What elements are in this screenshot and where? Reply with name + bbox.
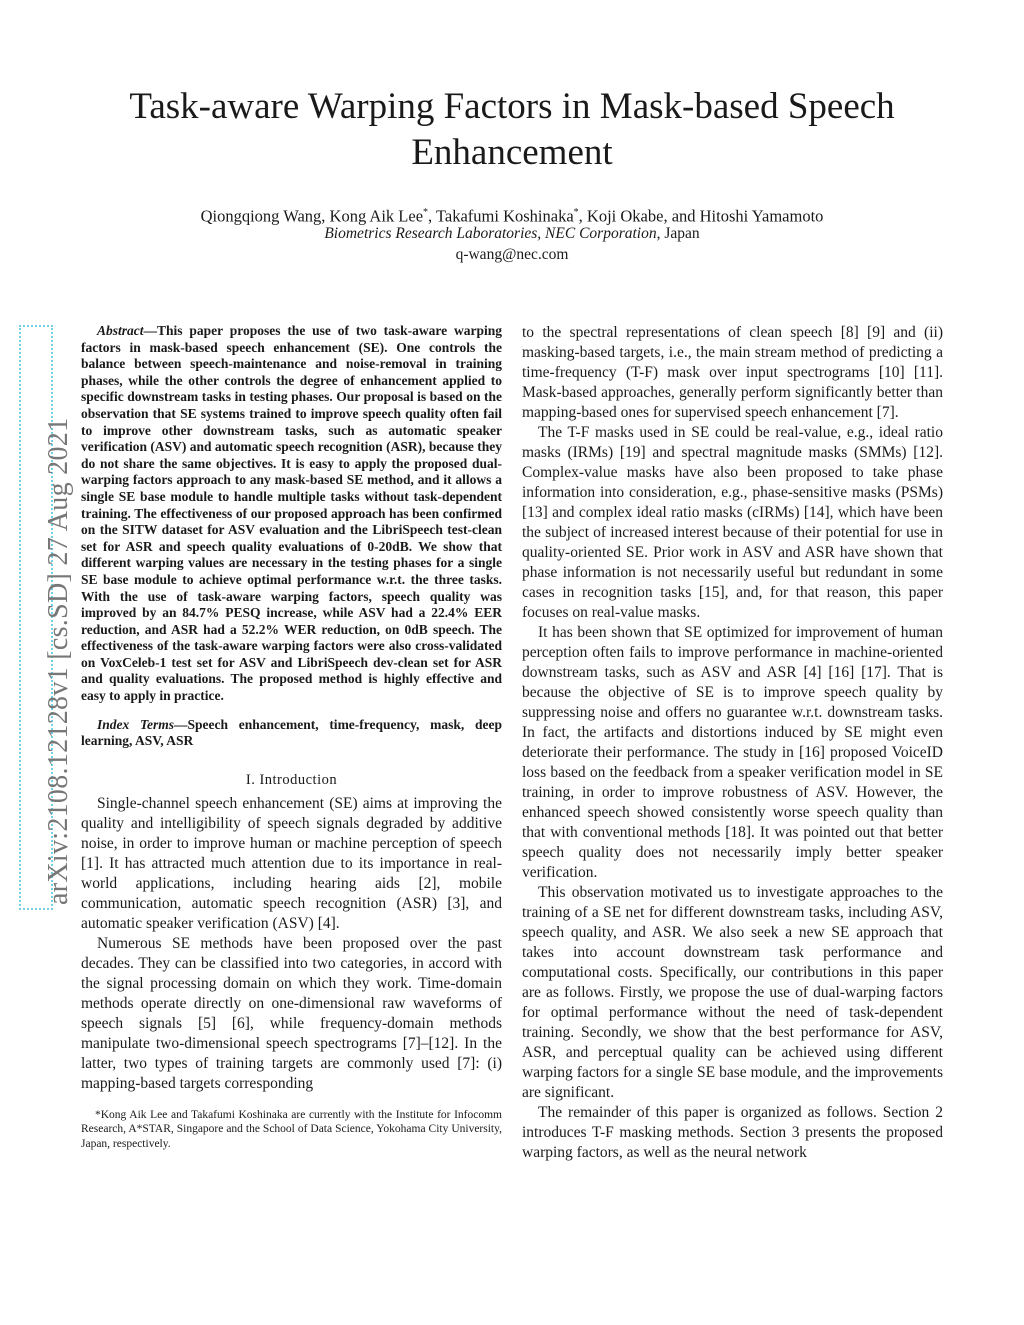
abstract-label: Abstract [97,323,144,338]
author-email: q-wang@nec.com [455,246,569,263]
paragraph: Single-channel speech enhancement (SE) aims at improving the quality and intelligibility of speech signals degraded by additive noise, in order to improve human or machine perception of speech [1]. It has attracted much attention due to its importance in real-world applications, including hearing aids [2], mobile communication, automatic speech recognition (ASR) [3], and automatic speaker verification (ASV) [4]. [81,794,502,932]
paragraph: The T-F masks used in SE could be real-value, e.g., ideal ratio masks (IRMs) [19] and spectral magnitude masks (SMMs) [12]. Complex-value masks have also been proposed to take phase information into consideration, e.g., phase-sensitive masks (PSMs) [13] and complex ideal ratio masks (cIRMs) [14], which have been the subject of increased interest because of their potential for use in quality-oriented SE. Prior work in ASV and ASR have shown that phase information is not necessarily useful but redundant in some cases in recognition tasks [15], and, for that reason, this paper focuses on real-value masks. [522,424,943,621]
paragraph: This observation motivated us to investigate approaches to the training of a SE net for different downstream tasks, including ASV, speech quality, and ASR. We also seek a new SE approach that takes into account downstream task performance and computational costs. Specifically, our contributions in this paper are as follows. Firstly, we propose the use of dual-warping factors for optimal performance without the need of task-dependent training. Secondly, we show that the best performance for ASV, ASR, and perceptual quality can be achieved using different warping factors for a single SE base module, and the improvements are significant. [522,884,943,1101]
footnote: *Kong Aik Lee and Takafumi Koshinaka are currently with the Institute for Infocomm Research, A*STAR, Singapore and the School of Data Science, Yokohama City University, Japan, respectively. [81,1108,502,1150]
affiliation-country: , Japan [656,225,700,242]
arxiv-stamp[interactable]: arXiv:2108.12128v1 [cs.SD] 27 Aug 2021 [43,417,74,905]
paragraph: The remainder of this paper is organized as follows. Section 2 introduces T-F masking methods. Section 3 presents the proposed warping factors, as well as the neural network [522,1104,943,1161]
index-terms [81,717,502,750]
author-list: Qiongqiong Wang, Kong Aik Lee*, Takafumi Koshinaka*, Koji Okabe, and Hitoshi Yamamoto [200,206,824,226]
affiliation-org: Biometrics Research Laboratories, NEC Corporation [324,225,657,242]
index-terms-label: Index Terms [97,716,174,732]
paper-title: Task-aware Warping Factors in Mask-based Speech Enhancement [129,86,895,173]
index-terms-text: —Speech enhancement, time-frequency, mask, deep learning, ASV, ASR [81,716,503,749]
paragraph: to the spectral representations of clean speech [8] [9] and (ii) masking-based targets, i.e., the main stream method of predicting a time-frequency (T-F) mask over input spectrograms [10] [11]. Mask-based approaches, generally perform significantly better than mapping-based ones for supervised speech enhancement [7]. [522,324,943,421]
section-heading: I. Introduction [245,771,338,788]
paragraph: It has been shown that SE optimized for improvement of human perception often fails to improve performance in machine-oriented downstream tasks, such as ASV and ASR [4] [16] [17]. That is because the objective of SE is to improve speech quality by suppressing noise and offers no guarantee w.r.t. downstream tasks. In fact, the artifacts and distortions induced by SE might even deteriorate their performance. The study in [16] proposed VoiceID loss based on the feedback from a speaker verification model in SE training, in order to improve robustness of ASV. However, the enhanced speech showed consistently worse speech quality than that with conventional methods [18]. It was pointed out that better speech quality does not necessarily imply better speaker verification. [522,624,943,881]
left-column [81,323,502,1151]
right-column [522,323,943,1163]
abstract-text: —This paper proposes the use of two task-aware warping factors in mask-based speech enhancement (SE). One controls the balance between speech-maintenance and noise-removal in training phases, while the other controls the degree of enhancement applied to specific downstream tasks in testing phases. Our proposal is based on the observation that SE systems trained to improve speech quality often fail to improve other downstream tasks, such as automatic speaker verification (ASV) and automatic speech recognition (ASR), because they do not share the same objectives. It is easy to apply the proposed dual-warping factors approach to any mask-based SE method, and it allows a single SE base module to handle multiple tasks without task-dependent training. The effectiveness of our proposed approach has been confirmed on the SITW dataset for ASV evaluation and the LibriSpeech test-clean set for ASR and speech quality evaluations of 0-20dB. We show that different warping values are necessary in the testing phases for a single SE base module to achieve optimal performance w.r.t. the three tasks. With the use of task-aware warping factors, speech quality was improved by an 84.7% PESQ increase, while ASV had a 22.4% EER reduction, and ASR had a 52.2% WER reduction, on 0dB speech. The effectiveness of the task-aware warping factors were also cross-validated on VoxCeleb-1 test set for ASV and LibriSpeech dev-clean set for ASR and quality evaluations. The proposed method is highly effective and easy to apply in practice. [81,323,502,704]
affiliation [60,224,964,244]
abstract [81,323,502,705]
paragraph: Numerous SE methods have been proposed over the past decades. They can be classified into two categories, in accord with the signal processing domain on which they work. Time-domain methods operate directly on one-dimensional raw waveforms of speech signals [5] [6], while frequency-domain methods manipulate two-dimensional speech spectrograms [7]–[12]. In the latter, two types of training targets are commonly used [7]: (i) mapping-based targets corresponding [81,934,502,1092]
